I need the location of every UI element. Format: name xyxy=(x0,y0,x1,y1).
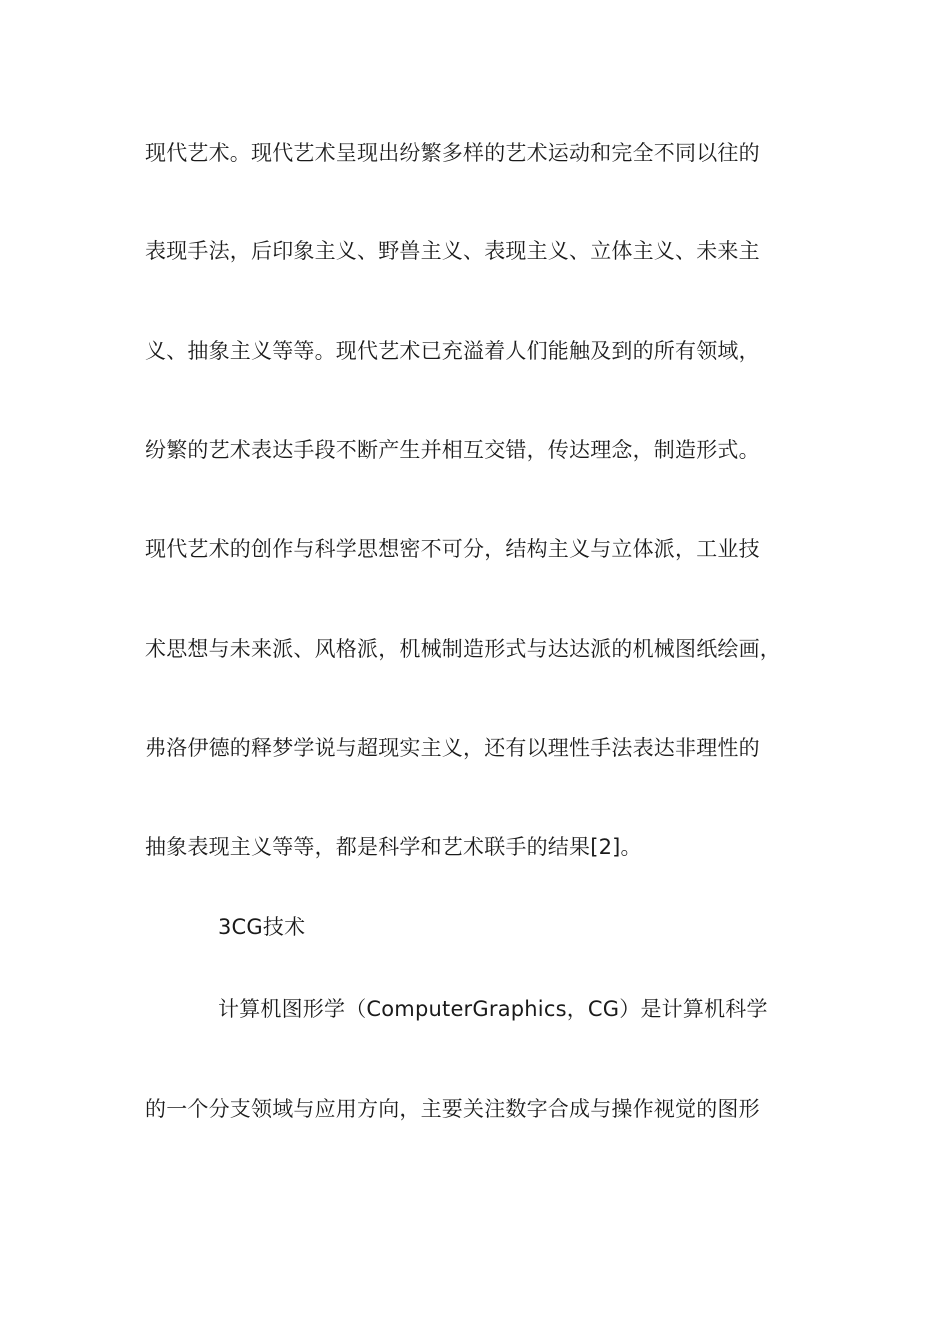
paragraph-line: 义、抽象主义等等。现代艺术已充溢着人们能触及到的所有领域， xyxy=(145,339,760,363)
paragraph-line: 弗洛伊德的释梦学说与超现实主义，还有以理性手法表达非理性的 xyxy=(145,736,760,760)
paragraph-line: 纷繁的艺术表达手段不断产生并相互交错，传达理念，制造形式。 xyxy=(145,438,760,462)
paragraph-line: 术思想与未来派、风格派，机械制造形式与达达派的机械图纸绘画， xyxy=(145,637,781,661)
paragraph-line: 计算机图形学（ComputerGraphics，CG）是计算机科学 xyxy=(218,997,768,1021)
section-heading: 3CG技术 xyxy=(218,915,306,939)
paragraph-line: 表现手法，后印象主义、野兽主义、表现主义、立体主义、未来主 xyxy=(145,239,760,263)
paragraph-line: 抽象表现主义等等，都是科学和艺术联手的结果[2]。 xyxy=(145,835,642,859)
paragraph-line: 的一个分支领域与应用方向，主要关注数字合成与操作视觉的图形 xyxy=(145,1097,760,1121)
paragraph-line: 现代艺术的创作与科学思想密不可分，结构主义与立体派，工业技 xyxy=(145,537,760,561)
paragraph-line: 现代艺术。现代艺术呈现出纷繁多样的艺术运动和完全不同以往的 xyxy=(145,141,760,165)
